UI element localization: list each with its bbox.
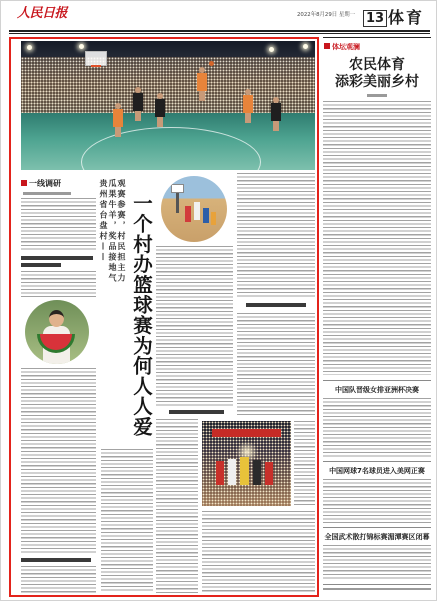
player-figure: [271, 97, 281, 131]
player-jersey: [155, 99, 165, 111]
article-body-text: [156, 419, 198, 593]
column-tag: [21, 179, 61, 189]
brief-title: 全国武术散打锦标赛湄潭赛区闭幕: [324, 533, 430, 541]
photo-basketball-game: [21, 41, 315, 170]
photo-kids-on-court: [161, 176, 227, 242]
player-legs: [157, 117, 163, 127]
player-legs: [199, 91, 205, 101]
article-body-text: [21, 271, 96, 297]
player-legs: [245, 113, 251, 123]
brief-article[interactable]: [323, 532, 431, 580]
divider: [323, 527, 431, 528]
article-body-text: [156, 246, 233, 406]
article-body-text: [323, 398, 431, 457]
article-body-text: [101, 449, 153, 593]
article-body-text: [237, 313, 315, 416]
subtitle-line: 贵州省台盘村——: [99, 179, 108, 263]
player-legs: [135, 111, 141, 121]
stadium-light: [303, 44, 308, 49]
article-body-text: [323, 545, 431, 580]
hoop-post: [176, 193, 179, 213]
article-body-text: [202, 511, 315, 593]
brief-title: 中国队晋级女排亚洲杯决赛: [335, 386, 419, 394]
subheading: [246, 303, 306, 307]
article-body-text: [21, 566, 96, 593]
subheading: [21, 263, 61, 267]
sidebar-article[interactable]: [323, 38, 431, 378]
sidebar-column-label-text: 体坛观澜: [332, 43, 360, 51]
divider: [323, 380, 431, 381]
stadium-light: [79, 44, 84, 49]
byline: [367, 94, 387, 97]
footer-divider: [323, 584, 431, 585]
article-body-text: [323, 479, 431, 523]
basketball-backboard: [85, 51, 107, 66]
issue-date: 2022年8月29日 星期一: [297, 12, 356, 18]
hoop-board: [171, 184, 184, 193]
player-legs: [273, 121, 279, 131]
subtitle-line: 观赛参赛，村民担主力: [117, 179, 126, 284]
player-jersey: [113, 109, 123, 121]
person-figure: [216, 461, 224, 485]
basketball: [209, 61, 214, 66]
article-body-text: [21, 198, 96, 252]
sidebar-headline: 农民体育: [349, 57, 405, 73]
page-number: 13: [363, 10, 387, 27]
divider: [323, 461, 431, 462]
stadium-light: [269, 47, 274, 52]
kid-figure: [211, 212, 216, 225]
kid-figure: [203, 208, 209, 223]
tag-marker: [21, 180, 27, 186]
photo-girl-with-watermelon: [25, 300, 89, 364]
section-title: 体育: [388, 8, 425, 27]
sidebar: [323, 37, 431, 597]
subheading: [21, 256, 93, 260]
player-legs: [115, 127, 121, 137]
subheading: [169, 410, 224, 414]
player-figure: [197, 67, 207, 101]
player-jersey: [133, 93, 143, 105]
column-tag-label: 一线调研: [29, 179, 61, 188]
photo-caption: [294, 421, 315, 506]
main-article-hotspot[interactable]: [9, 37, 319, 597]
kid-figure: [194, 202, 200, 220]
label-marker: [324, 43, 330, 49]
player-figure: [113, 103, 123, 137]
person-figure: [228, 459, 236, 485]
subheading: [21, 558, 91, 562]
article-body-text: [237, 173, 315, 299]
player-jersey: [243, 95, 253, 107]
article-headline: 一个村办篮球赛为何人人爱: [130, 193, 153, 437]
player-figure: [155, 93, 165, 127]
photo-figure-head: [49, 310, 64, 327]
newspaper-logo: 人民日报: [17, 6, 68, 21]
photo-banner: [212, 429, 281, 437]
stadium-light: [27, 45, 32, 50]
article-body-text: [21, 368, 96, 554]
masthead-rule-thin: [9, 33, 430, 34]
photo-award-ceremony: [202, 421, 291, 506]
person-figure: [253, 460, 261, 485]
brief-article[interactable]: [323, 385, 431, 457]
kid-figure: [185, 206, 191, 222]
player-figure: [243, 89, 253, 123]
byline: [23, 192, 71, 195]
brief-title: 中国网球7名球员进入美网正赛: [329, 467, 425, 475]
person-figure: [265, 462, 273, 485]
article-subtitle: [98, 179, 126, 321]
basketball-rim: [91, 65, 101, 67]
brief-article[interactable]: [323, 466, 431, 523]
player-jersey: [271, 103, 281, 115]
sidebar-headline: 添彩美丽乡村: [335, 74, 419, 90]
subtitle-line: 瓜果牛羊，奖品接地气: [108, 179, 117, 284]
masthead-rule: [9, 30, 430, 32]
sidebar-column-label: [324, 43, 360, 52]
article-body-text: [323, 101, 431, 375]
person-figure: [240, 457, 249, 485]
player-jersey: [197, 73, 207, 85]
player-figure: [133, 87, 143, 121]
page-credits: [323, 588, 431, 590]
